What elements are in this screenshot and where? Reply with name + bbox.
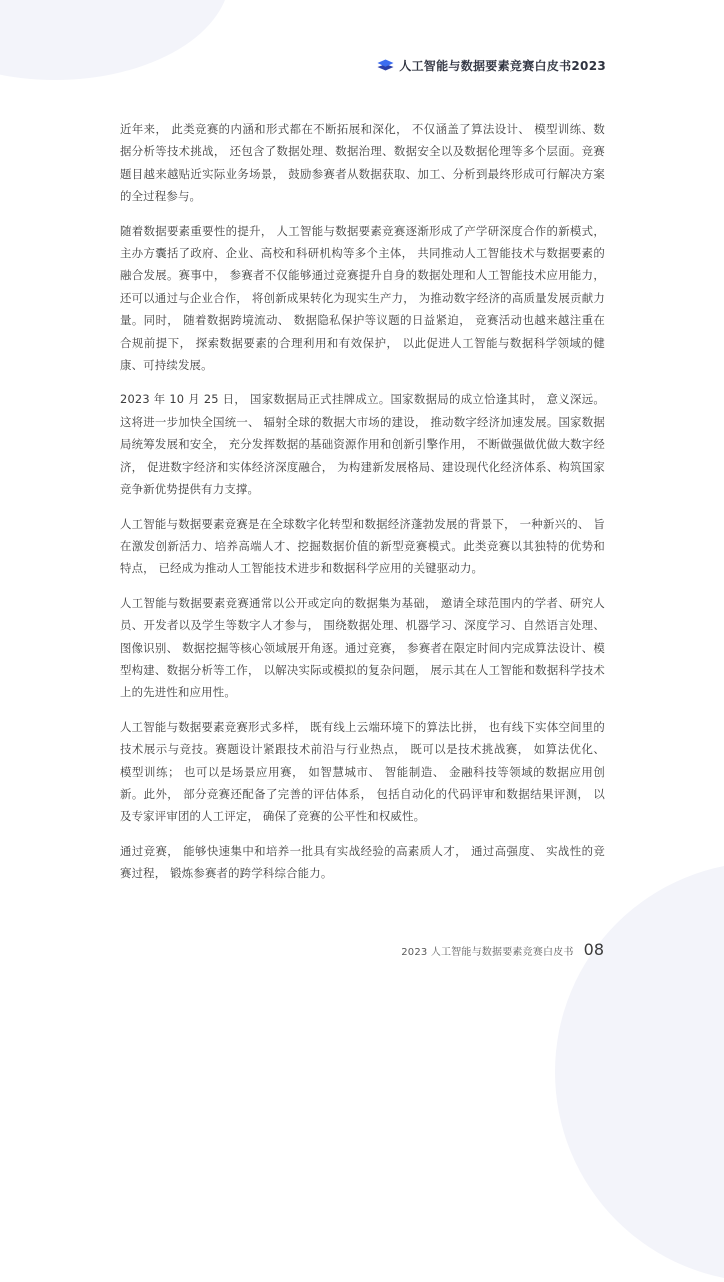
document-body [120,118,605,897]
layers-icon [377,59,394,72]
corner-decoration-bottom-right [555,862,724,1282]
paragraph-3: 2023 年 10 月 25 日， 国家数据局正式挂牌成立。国家数据局的成立恰逢其时， 意义深远。这将进一步加快全国统一、 辐射全球的数据大市场的建设， 推动数字经济加速发展。国家数据局统筹发展和安全， 充分发挥数据的基础资源作用和创新引擎作用， 不断做强做优做大数字经济， 促进数字经济和实体经济深度融合， 为构建新发展格局、建设现代化经济体系、构筑国家竞争新优势提供有力支撑。 [120,392,605,497]
paragraph-7: 通过竞赛， 能够快速集中和培养一批具有实战经验的高素质人才， 通过高强度、 实战性的竞赛过程， 锻炼参赛者的跨学科综合能力。 [120,843,605,881]
corner-decoration-top-left [0,0,230,80]
paragraph-5: 人工智能与数据要素竞赛通常以公开或定向的数据集为基础， 邀请全球范围内的学者、研究人员、开发者以及学生等数字人才参与， 围绕数据处理、机器学习、深度学习、自然语言处理、 图像识别、 数据挖掘等核心领域展开角逐。通过竞赛， 参赛者在限定时间内完成算法设计、模型构建、数据分析等工作， 以解决实际或模拟的复杂问题， 展示其在人工智能和数据科学技术上的先进性和应用性。 [120,595,605,700]
page-number: 08 [583,940,604,959]
paragraph-4: 人工智能与数据要素竞赛是在全球数字化转型和数据经济蓬勃发展的背景下， 一种新兴的、 旨在激发创新活力、培养高端人才、挖掘数据价值的新型竞赛模式。此类竞赛以其独特的优势和特点， 已经成为推动人工智能技术进步和数据科学应用的关键驱动力。 [120,516,605,576]
paragraph-1: 近年来， 此类竞赛的内涵和形式都在不断拓展和深化， 不仅涵盖了算法设计、 模型训练、数据分析等技术挑战， 还包含了数据处理、数据治理、数据安全以及数据伦理等多个层面。竞赛题目越来越贴近实际业务场景， 鼓励参赛者从数据获取、加工、分析到最终形成可行解决方案的全过程参与。 [120,122,605,204]
header-title: 人工智能与数据要素竞赛白皮书2023 [399,59,606,73]
page-header [377,57,606,74]
paragraph-6: 人工智能与数据要素竞赛形式多样， 既有线上云端环境下的算法比拼， 也有线下实体空间里的技术展示与竞技。赛题设计紧跟技术前沿与行业热点， 既可以是技术挑战赛， 如算法优化、 模型训练； 也可以是场景应用赛， 如智慧城市、 智能制造、 金融科技等领域的数据应用创新。此外， 部分竞赛还配备了完善的评估体系， 包括自动化的代码评审和数据结果评测， 以及专家评审团的人工评定， 确保了竞赛的公平性和权威性。 [120,719,605,824]
page-footer [401,940,604,959]
footer-title: 2023 人工智能与数据要素竞赛白皮书 [401,947,574,958]
paragraph-2: 随着数据要素重要性的提升， 人工智能与数据要素竞赛逐渐形成了产学研深度合作的新模式， 主办方囊括了政府、企业、高校和科研机构等多个主体， 共同推动人工智能技术与数据要素的融合发展。赛事中， 参赛者不仅能够通过竞赛提升自身的数据处理和人工智能技术应用能力， 还可以通过与企业合作， 将创新成果转化为现实生产力， 为推动数字经济的高质量发展贡献力量。同时， 随着数据跨境流动、 数据隐私保护等议题的日益紧迫， 竞赛活动也越来越注重在合规前提下， 探索数据要素的合理利用和有效保护， 以此促进人工智能与数据科学领域的健康、可持续发展。 [120,223,605,373]
